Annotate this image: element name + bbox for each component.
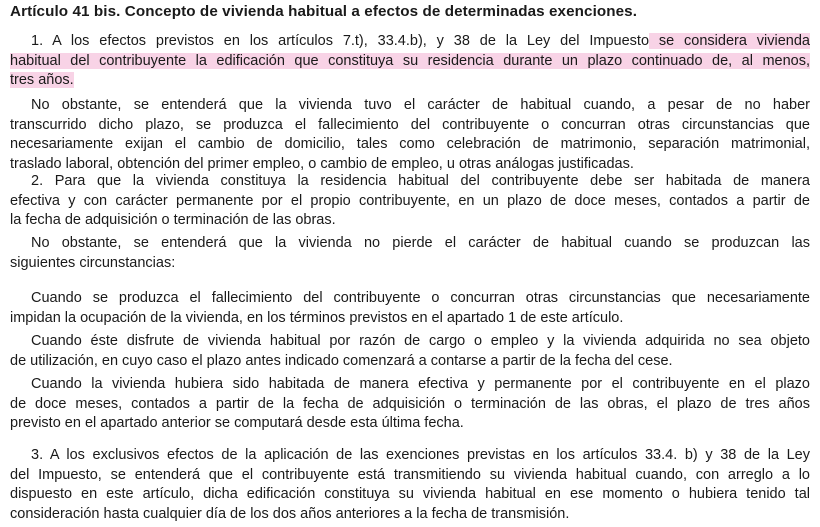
paragraph-2-line-4: traslado laboral, obtención del primer empleo, o cambio de empleo, u otras análogas justificadas. (10, 155, 634, 172)
paragraph-8-line-3: dispuesto en este artículo, dicha edificación constituya su vivienda habitual en ese momento o hubiera tenido tal (10, 486, 810, 502)
highlighted-text: se considera vivienda (649, 33, 810, 49)
paragraph-2-line-1: No obstante, se entenderá que la vivienda tuvo el carácter de habitual cuando, a pesar de no haber (31, 97, 810, 113)
paragraph-7-line-1: Cuando la vivienda hubiera sido habitada de manera efectiva y permanente por el contribuyente en el plazo (31, 376, 810, 392)
paragraph-1-line-3 (10, 71, 810, 91)
paragraph-8-line-1: 3. A los exclusivos efectos de la aplicación de las exenciones previstas en los artículos 33.4. b) y 38 de la Ley (31, 447, 810, 463)
paragraph-6-line-2: de utilización, en cuyo caso el plazo antes indicado comenzará a contarse a partir de la fecha del cese. (10, 352, 673, 369)
highlighted-text: habitual del contribuyente la edificación que constituya su residencia durante un plazo continuado de, al menos, (10, 52, 810, 69)
paragraph-5 (10, 289, 810, 328)
paragraph-3-line-1: 2. Para que la vivienda constituya la residencia habitual del contribuyente debe ser habitada de manera (31, 173, 810, 189)
paragraph-1-text: 1. A los efectos previstos en los artículos 7.t), 33.4.b), y 38 de la Ley del Impuesto (31, 33, 650, 49)
paragraph-7-line-3: previsto en el apartado anterior se computará desde esta última fecha. (10, 415, 464, 431)
paragraph-2 (10, 96, 810, 174)
paragraph-1 (10, 32, 810, 91)
paragraph-2-line-3: necesariamente exijan el cambio de domicilio, tales como celebración de matrimonio, separación matrimonial, (10, 136, 810, 152)
paragraph-4-line-2: siguientes circunstancias: (10, 254, 176, 271)
paragraph-5-line-2: impidan la ocupación de la vivienda, en los términos previstos en el apartado 1 de este artículo. (10, 309, 624, 326)
article-title: Artículo 41 bis. Concepto de vivienda habitual a efectos de determinadas exenciones. (10, 3, 638, 20)
paragraph-8-line-2: del Impuesto, se entenderá que el contribuyente está transmitiendo su vivienda habitual cuando, con arreglo a lo (10, 466, 810, 483)
paragraph-3 (10, 172, 810, 231)
paragraph-8 (10, 446, 810, 524)
paragraph-6 (10, 332, 810, 371)
paragraph-5-line-1: Cuando se produzca el fallecimiento del contribuyente o concurran otras circunstancias que necesariamente (31, 290, 810, 306)
highlighted-text: tres años. (10, 72, 74, 88)
paragraph-4 (10, 234, 810, 273)
paragraph-3-line-3: la fecha de adquisición o terminación de las obras. (10, 212, 336, 228)
paragraph-3-line-2: efectiva y con carácter permanente por el propio contribuyente, en un plazo de doce meses, contados a partir de (10, 192, 810, 209)
paragraph-8-line-4: consideración hasta cualquier día de los dos años anteriores a la fecha de transmisión. (10, 505, 570, 522)
paragraph-4-line-1: No obstante, se entenderá que la vivienda no pierde el carácter de habitual cuando se produzcan las (31, 235, 810, 251)
paragraph-7-line-2: de doce meses, contados a partir de la fecha de adquisición o terminación de las obras, el plazo de tres años (10, 395, 810, 412)
paragraph-1-line-2 (10, 52, 810, 72)
paragraph-6-line-1: Cuando éste disfrute de vivienda habitual por razón de cargo o empleo y la vivienda adquirida no sea objeto (31, 333, 810, 349)
paragraph-7 (10, 375, 810, 434)
paragraph-1-line-1 (10, 32, 810, 52)
paragraph-2-line-2: transcurrido dicho plazo, se produzca el fallecimiento del contribuyente o concurran otras circunstancias que (10, 116, 810, 133)
